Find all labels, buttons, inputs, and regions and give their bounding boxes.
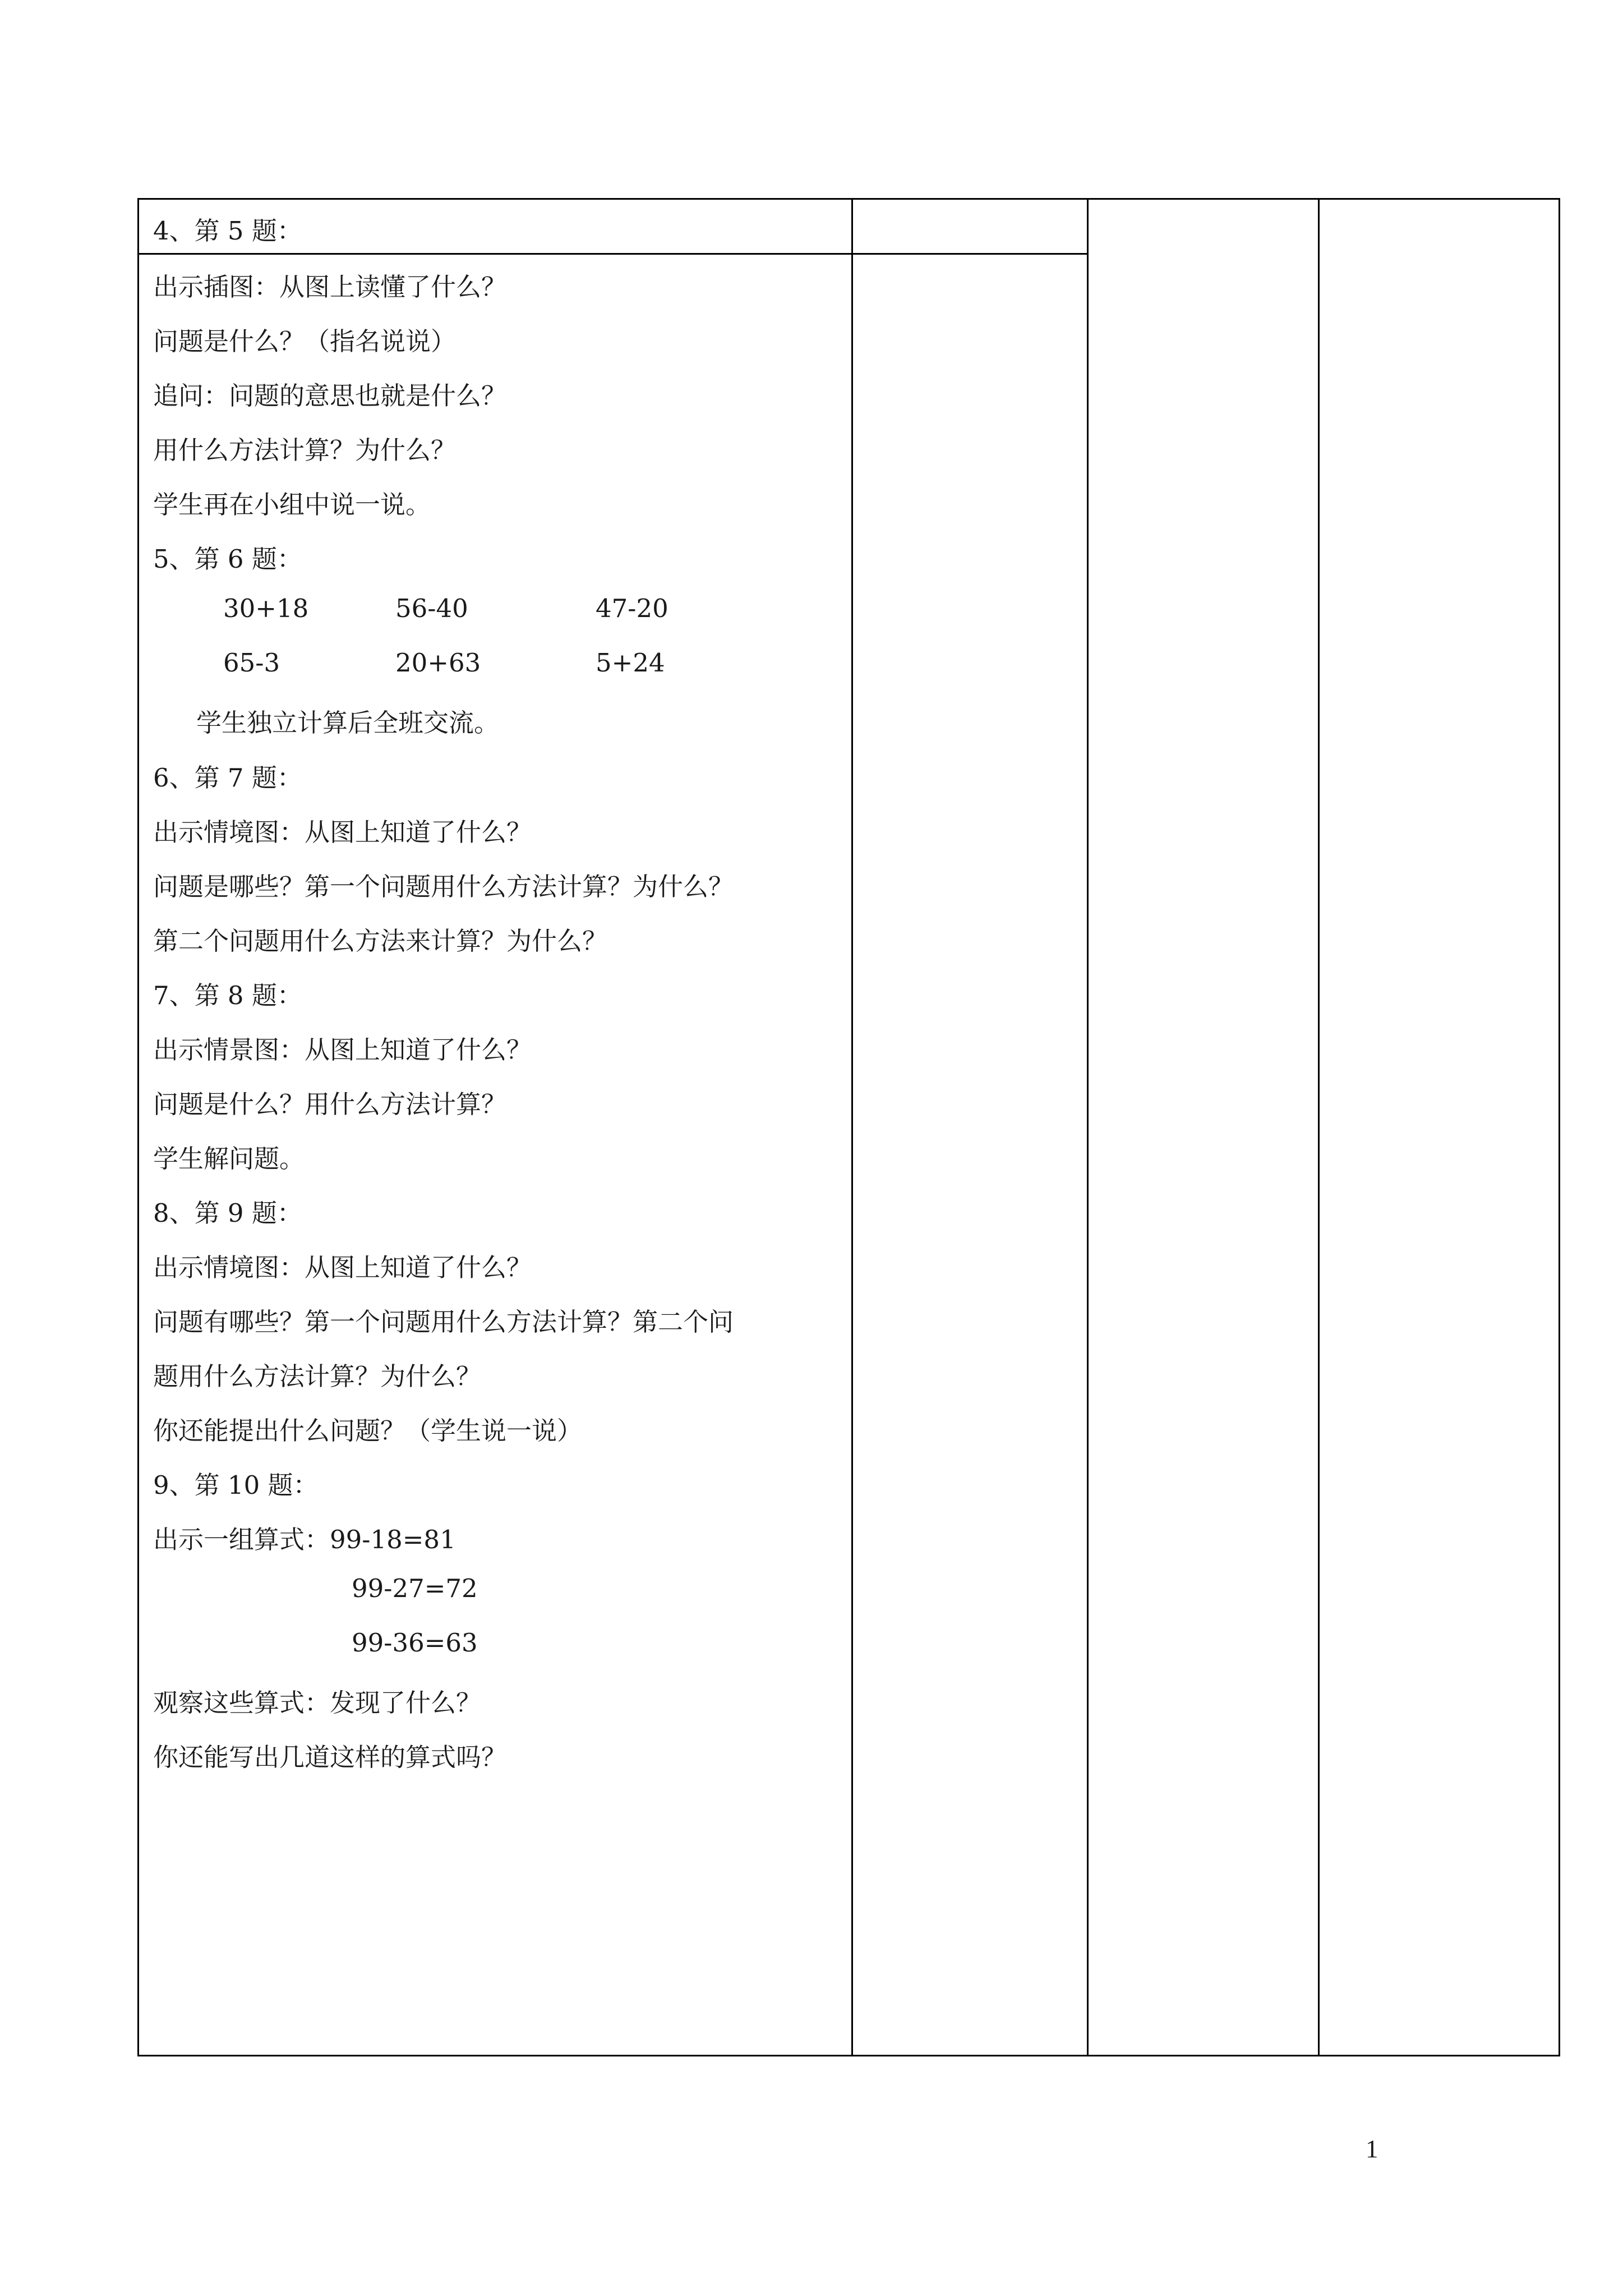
heading-exercise-10: 9、第 10 题：	[153, 1470, 319, 1500]
content-line: 题用什么方法计算？为什么？	[153, 1361, 482, 1391]
content-line: 问题是什么？用什么方法计算？	[153, 1089, 507, 1119]
content-line: 观察这些算式：发现了什么？	[153, 1688, 482, 1718]
content-line: 用什么方法计算？为什么？	[153, 435, 457, 465]
content-line: 问题是哪些？第一个问题用什么方法计算？为什么？	[153, 872, 734, 901]
exercise-expression: 47-20	[596, 593, 668, 623]
exercise-expression: 5+24	[596, 648, 665, 678]
page-number: 1	[1366, 2135, 1378, 2163]
exercise-expression: 56-40	[395, 593, 468, 623]
content-line: 学生再在小组中说一说。	[153, 490, 431, 519]
equation: 99-36=63	[352, 1628, 478, 1658]
content-line: 学生解问题。	[153, 1144, 305, 1174]
content-line: 问题是什么？（指名说说）	[153, 326, 457, 356]
heading-exercise-6: 5、第 6 题：	[153, 544, 302, 574]
content-line: 出示一组算式：99-18=81	[153, 1525, 456, 1554]
content-line: 追问：问题的意思也就是什么？	[153, 381, 507, 411]
content-line: 出示情景图：从图上知道了什么？	[153, 1035, 532, 1065]
exercise-expression: 30+18	[223, 593, 309, 623]
heading-exercise-8: 7、第 8 题：	[153, 981, 302, 1010]
column-divider	[1318, 200, 1320, 2055]
content-line: 问题有哪些？第一个问题用什么方法计算？第二个问	[153, 1307, 734, 1337]
content-line: 出示情境图：从图上知道了什么？	[153, 1253, 532, 1282]
heading-exercise-7: 6、第 7 题：	[153, 763, 302, 793]
exercise-expression: 20+63	[395, 648, 481, 678]
exercise-expression: 65-3	[223, 648, 280, 678]
content-line: 出示插图：从图上读懂了什么？	[153, 272, 507, 302]
heading-exercise-9: 8、第 9 题：	[153, 1198, 302, 1228]
column-divider	[851, 200, 853, 2055]
column-divider	[1087, 200, 1089, 2055]
content-line: 你还能写出几道这样的算式吗？	[153, 1742, 507, 1772]
content-line: 出示情境图：从图上知道了什么？	[153, 817, 532, 847]
lesson-table	[137, 198, 1560, 2056]
content-line: 学生独立计算后全班交流。	[196, 708, 500, 738]
content-line: 你还能提出什么问题？（学生说一说）	[153, 1416, 583, 1446]
heading-exercise-5: 4、第 5 题：	[153, 216, 302, 246]
row-divider	[139, 253, 1089, 255]
equation: 99-27=72	[352, 1573, 478, 1603]
content-line: 第二个问题用什么方法来计算？为什么？	[153, 926, 608, 956]
